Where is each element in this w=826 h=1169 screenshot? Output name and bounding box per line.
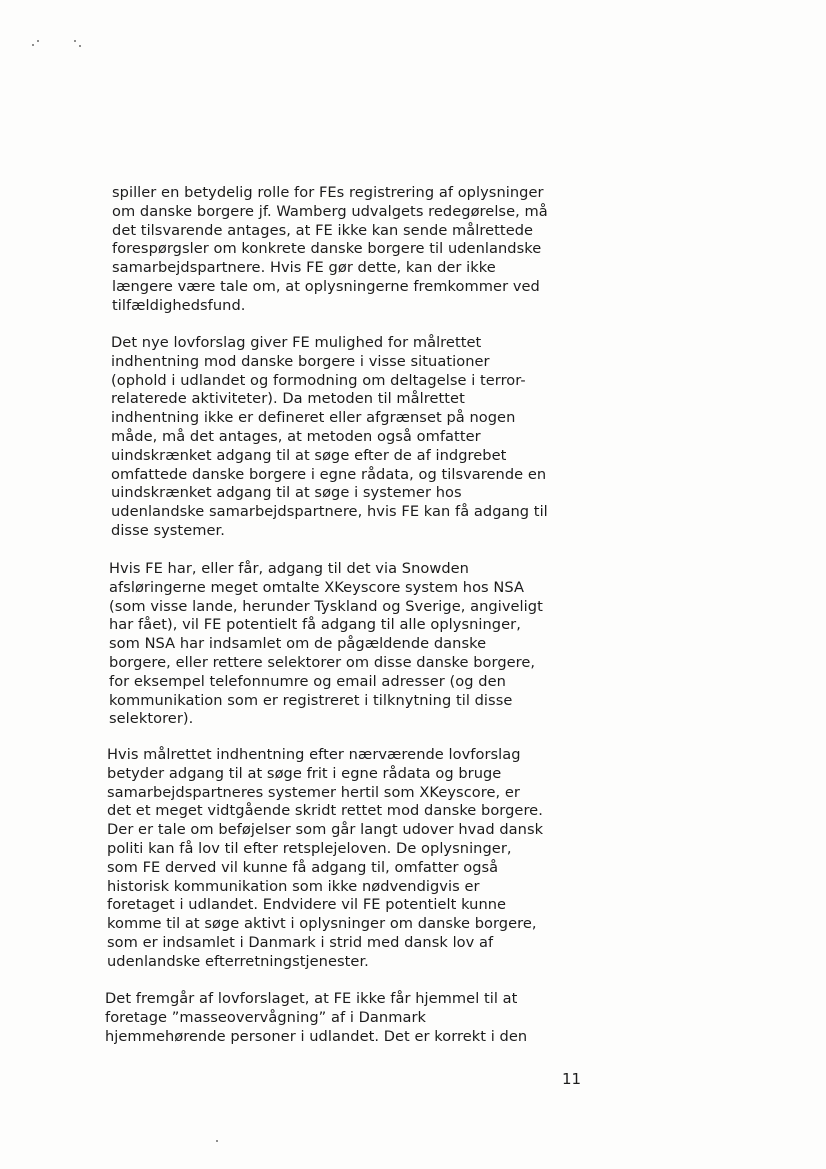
scan-speck [37,40,39,42]
text-line: omfattede danske borgere i egne rådata, og tilsvarende en [111,465,547,483]
text-line: kommunikation som er registreret i tilknytning til disse [109,691,513,709]
text-line: foretage ”masseovervågning” af i Danmark [105,1008,427,1026]
text-line: uindskrænket adgang til at søge i systemer hos [111,484,462,502]
text-line: som NSA har indsamlet om de pågældende danske [109,635,487,653]
body-paragraph-4 [107,746,543,972]
text-line: det et meget vidtgående skridt rettet mod danske borgere. [107,802,543,820]
text-line: spiller en betydelig rolle for FEs registrering af oplysninger [112,184,544,201]
text-line: disse systemer. [111,521,225,539]
scan-speck [79,45,81,47]
text-line: måde, må det antages, at metoden også omfatter [111,427,481,445]
text-line: indhentning ikke er defineret eller afgrænset på nogen [111,409,516,427]
text-line: det tilsvarende antages, at FE ikke kan sende målrettede [112,221,534,239]
text-line: Der er tale om beføjelser som går langt udover hvad dansk [107,821,544,839]
text-line: indhentning mod danske borgere i visse situationer [111,352,490,370]
body-paragraph-1 [112,184,548,316]
text-line: forespørgsler om konkrete danske borgere til udenlandske [112,240,542,258]
text-line: udenlandske efterretningstjenester. [107,952,369,970]
text-line: som FE derved vil kunne få adgang til, omfatter også [107,858,499,876]
text-line: selektorer). [109,710,194,728]
body-paragraph-2 [111,334,548,541]
text-line: komme til at søge aktivt i oplysninger om danske borgere, [107,915,537,933]
text-line: længere være tale om, at oplysningerne fremkommer ved [112,277,540,295]
text-line: samarbejdspartnere. Hvis FE gør dette, kan der ikke [112,259,496,277]
scan-speck [32,44,34,46]
text-line: betyder adgang til at søge frit i egne rådata og bruge [107,764,502,782]
text-line: (som visse lande, herunder Tyskland og Sverige, angiveligt [109,597,543,615]
text-line: hjemmehørende personer i udlandet. Det er korrekt i den [105,1027,528,1045]
text-line: om danske borgere jf. Wamberg udvalgets redegørelse, må [112,202,548,220]
text-line: Hvis målrettet indhentning efter nærværende lovforslag [107,746,521,763]
text-line: samarbejdspartneres systemer hertil som XKeyscore, er [107,783,520,801]
text-line: afsløringerne meget omtalte XKeyscore system hos NSA [109,578,524,596]
text-line: som er indsamlet i Danmark i strid med dansk lov af [107,933,494,951]
body-paragraph-5 [105,990,527,1046]
page-number: 11 [562,1070,582,1088]
text-line: historisk kommunikation som ikke nødvendigvis er [107,877,480,895]
text-line: har fået), vil FE potentielt få adgang til alle oplysninger, [109,616,521,634]
text-line: (ophold i udlandet og formodning om deltagelse i terror- [111,371,526,389]
text-line: foretaget i udlandet. Endvidere vil FE potentielt kunne [107,896,507,914]
text-line: politi kan få lov til efter retsplejeloven. De oplysninger, [107,839,512,857]
body-paragraph-3 [109,560,543,729]
text-line: udenlandske samarbejdspartnere, hvis FE kan få adgang til [111,503,548,521]
scan-speck [216,1140,218,1142]
text-line: Det fremgår af lovforslaget, at FE ikke får hjemmel til at [105,990,518,1007]
scan-speck [74,40,76,42]
text-line: Hvis FE har, eller får, adgang til det via Snowden [109,560,469,577]
text-line: tilfældighedsfund. [112,296,246,314]
text-line: for eksempel telefonnumre og email adresser (og den [109,672,506,690]
text-line: relaterede aktiviteter). Da metoden til målrettet [111,390,465,408]
text-line: uindskrænket adgang til at søge efter de af indgrebet [111,446,507,464]
text-line: Det nye lovforslag giver FE mulighed for målrettet [111,334,482,351]
text-line: borgere, eller rettere selektorer om disse danske borgere, [109,653,536,671]
